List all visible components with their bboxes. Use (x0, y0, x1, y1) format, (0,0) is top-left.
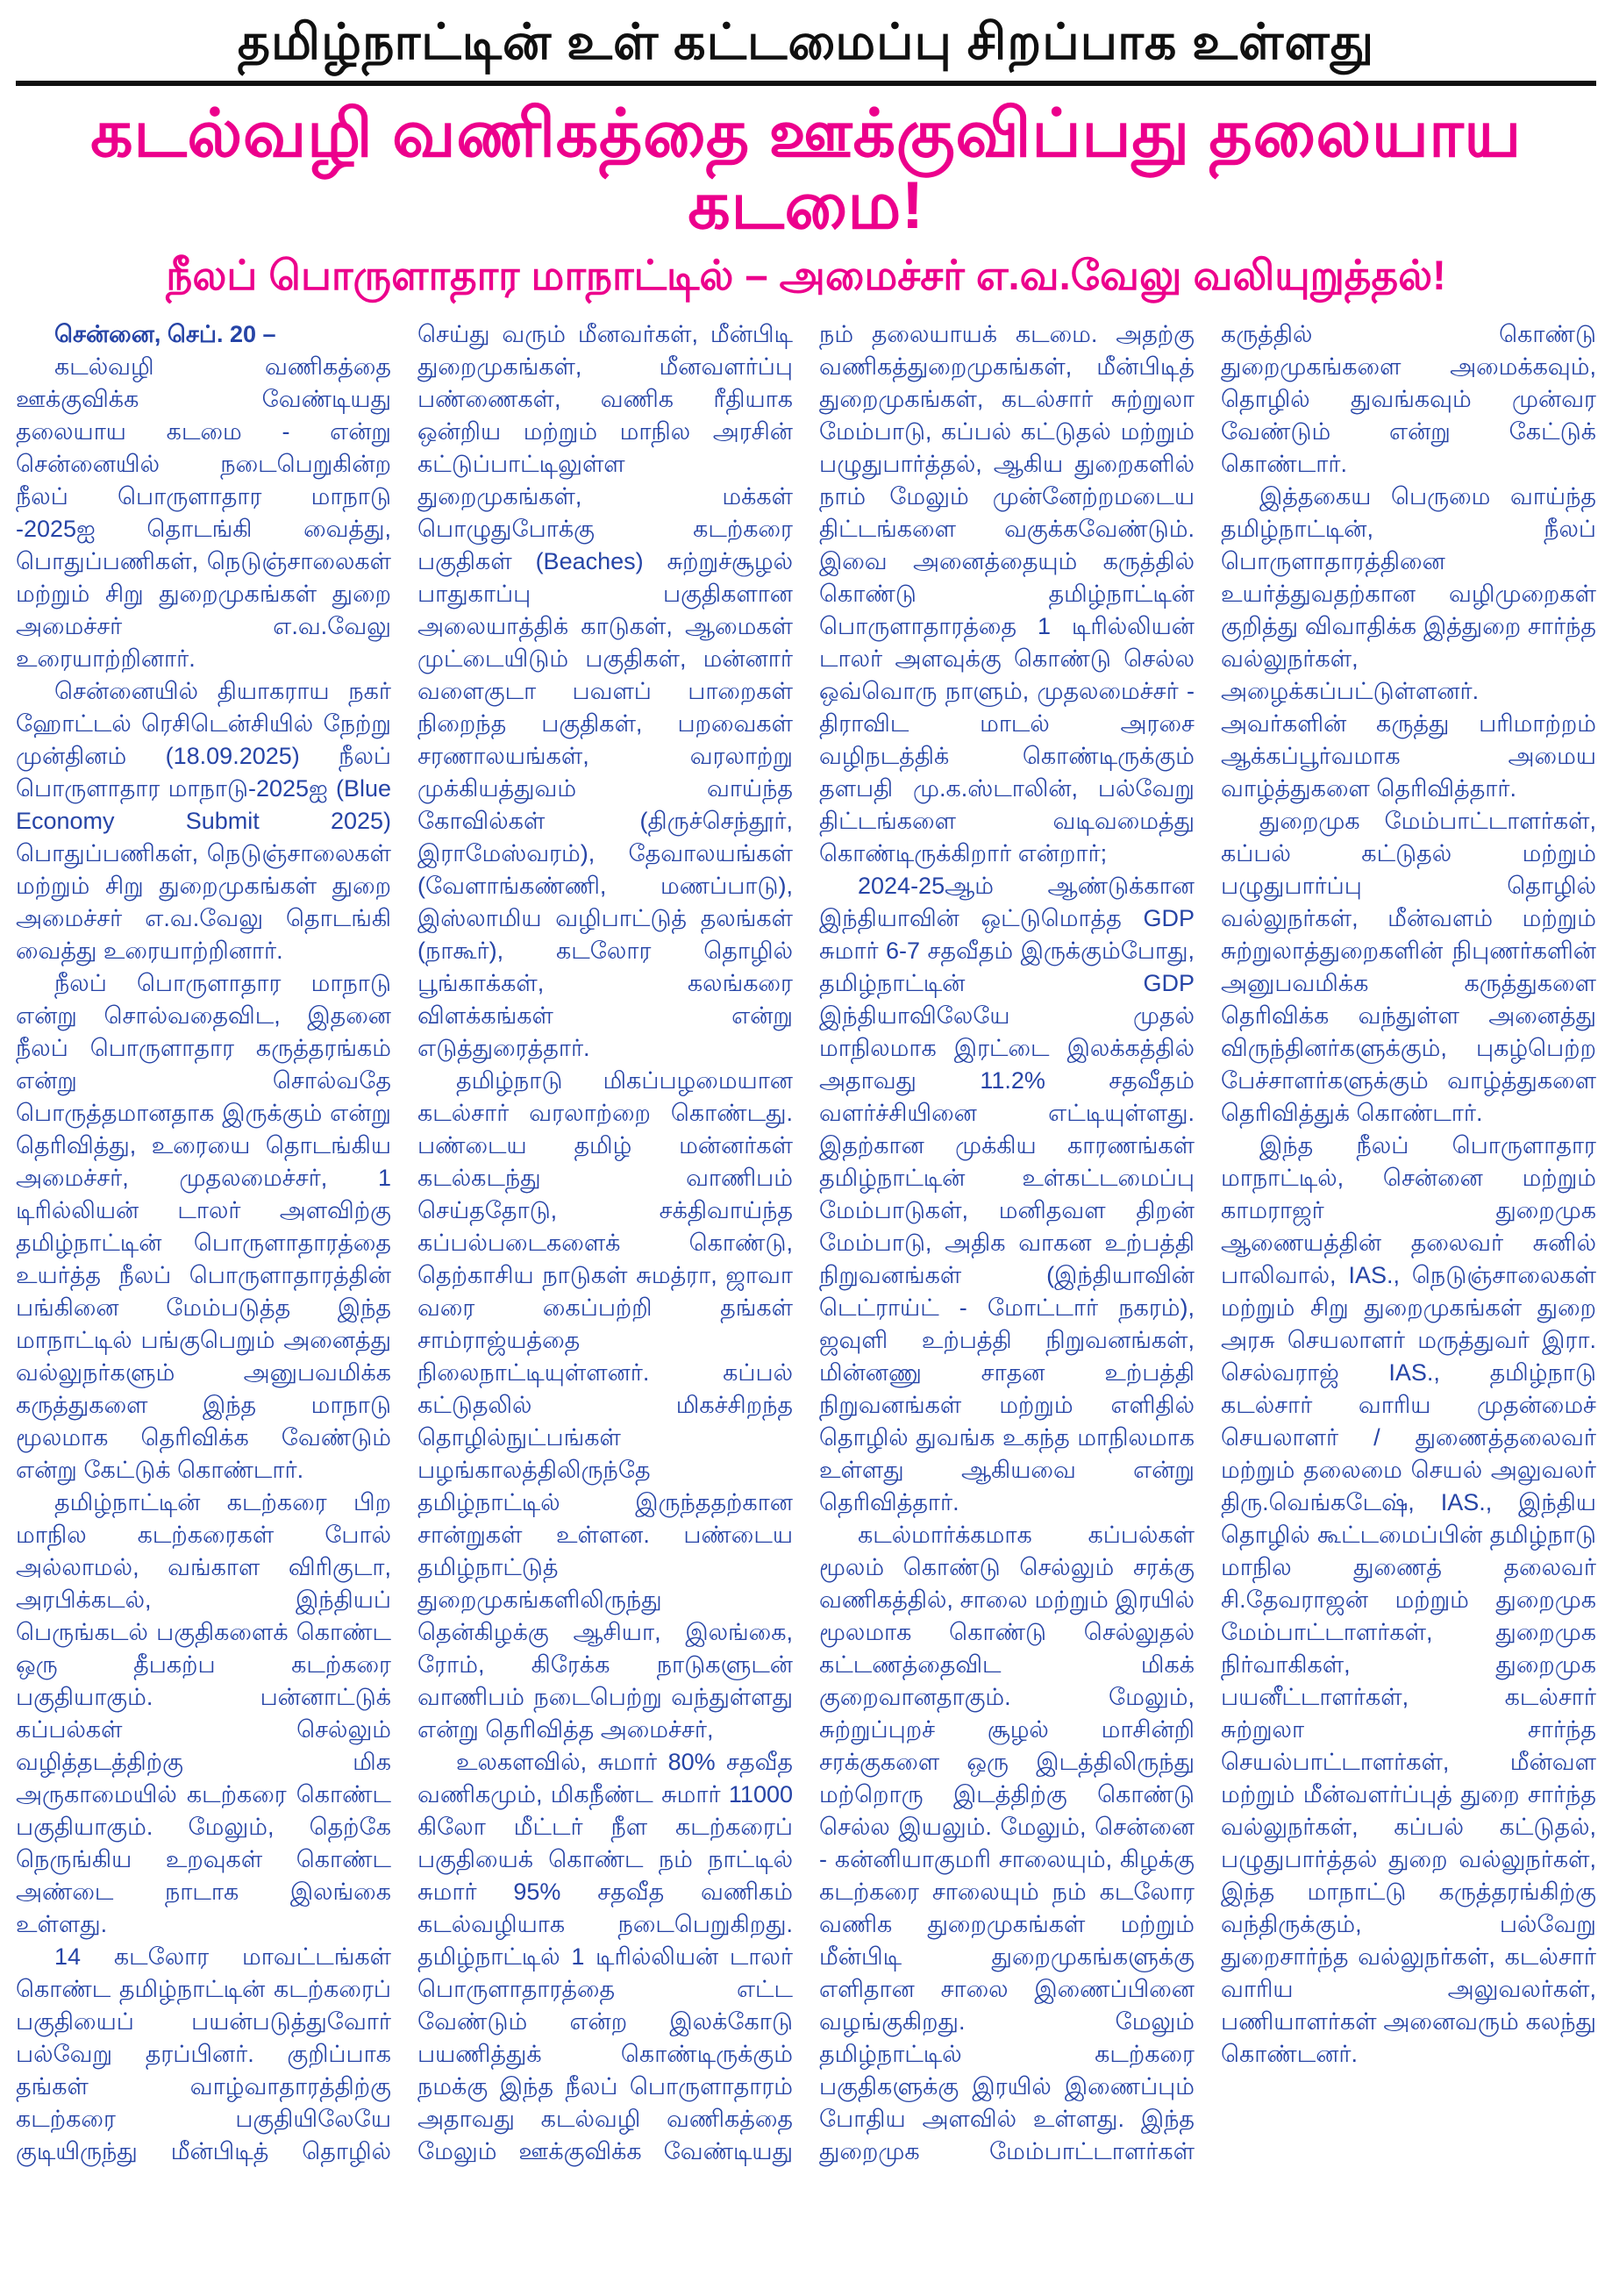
article-paragraph: 2024-25ஆம் ஆண்டுக்கான இந்தியாவின் ஒட்டுமொத்த GDP சுமார் 6-7 சதவீதம் இருக்கும்போது, தமிழ்நாட்டின் GDP இந்தியாவிலேயே முதல் மாநிலமாக இரட்டை இலக்கத்தில் அதாவது 11.2% சதவீதம் வளர்ச்சியினை எட்டியுள்ளது. இதற்கான முக்கிய காரணங்கள் தமிழ்நாட்டின் உள்கட்டமைப்பு மேம்பாடுகள், மனிதவள திறன் மேம்பாடு, அதிக வாகன உற்பத்தி நிறுவனங்கள் (இந்தியாவின் டெட்ராய்ட் - மோட்டார் நகரம்), ஜவுளி உற்பத்தி நிறுவனங்கள், மின்னணு சாதன உற்பத்தி நிறுவனங்கள் மற்றும் எளிதில் தொழில் துவங்க உகந்த மாநிலமாக உள்ளது ஆகியவை என்று தெரிவித்தார். (819, 873, 1195, 1515)
article-body (16, 318, 1596, 2167)
sub-headline: நீலப் பொருளாதார மாநாட்டில் – அமைச்சர் எ.வ.வேலு வலியுறுத்தல்! (166, 251, 1446, 298)
article-paragraph: சென்னையில் தியாகராய நகர் ஹோட்டல் ரெசிடென்சியில் நேற்று முன்தினம் (18.09.2025) நீலப் பொருளாதார மாநாடு-2025ஐ (Blue Economy Submit 2025) பொதுப்பணிகள், நெடுஞ்சாலைகள் மற்றும் சிறு துறைமுகங்கள் துறை அமைச்சர் எ.வ.வேலு தொடங்கி வைத்து உரையாற்றினார். (16, 678, 391, 965)
article-paragraph: இத்தகைய பெருமை வாய்ந்த தமிழ்நாட்டின், நீலப் பொருளாதாரத்தினை உயர்த்துவதற்கான வழிமுறைகள் குறித்து விவாதிக்க இத்துறை சார்ந்த வல்லுநர்கள், அழைக்கப்பட்டுள்ளனர். அவர்களின் கருத்து பரிமாற்றம் ஆக்கப்பூர்வமாக அமைய வாழ்த்துகளை தெரிவித்தார். (1221, 483, 1596, 802)
article-paragraph: தமிழ்நாட்டின் கடற்கரை பிற மாநில கடற்கரைகள் போல் அல்லாமல், வங்காள விரிகுடா, அரபிக்கடல், இந்தியப் பெருங்கடல் பகுதிகளைக் கொண்ட ஒரு தீபகற்ப கடற்கரை பகுதியாகும். பன்னாட்டுக் கப்பல்கள் செல்லும் வழித்தடத்திற்கு மிக அருகாமையில் கடற்கரை கொண்ட பகுதியாகும். மேலும், தெற்கே நெருங்கிய உறவுகள் கொண்ட அண்டை நாடாக இலங்கை உள்ளது. (16, 1488, 391, 1937)
article-paragraph: இந்த நீலப் பொருளாதார மாநாட்டில், சென்னை மற்றும் காமராஜர் துறைமுக ஆணையத்தின் தலைவர் சுனில் பாலிவால், IAS., நெடுஞ்சாலைகள் மற்றும் சிறு துறைமுகங்கள் துறை அரசு செயலாளர் மருத்துவர் இரா. செல்வராஜ் IAS., தமிழ்நாடு கடல்சார் வாரிய முதன்மைச் செயலாளர் / துணைத்தலைவர் மற்றும் தலைமை செயல் அலுவலர் திரு.வெங்கடேஷ், IAS., இந்திய தொழில் கூட்டமைப்பின் தமிழ்நாடு மாநில துணைத் தலைவர் சி.தேவராஜன் மற்றும் துறைமுக மேம்பாட்டாளர்கள், துறைமுக நிர்வாகிகள், துறைமுக பயனீட்டாளர்கள், கடல்சார் சுற்றுலா சார்ந்த செயல்பாட்டாளர்கள், மீன்வள மற்றும் மீன்வளர்ப்புத் துறை சார்ந்த வல்லுநர்கள், கப்பல் கட்டுதல், பழுதுபார்த்தல் துறை வல்லுநர்கள், இந்த மாநாட்டு கருத்தரங்கிற்கு வந்திருக்கும், பல்வேறு துறைசார்ந்த வல்லுநர்கள், கடல்சார் வாரிய அலுவலர்கள், பணியாளர்கள் அனைவரும் கலந்து கொண்டனர். (1221, 1132, 1596, 2067)
article-paragraph: சென்னை, செப். 20 – (54, 321, 276, 348)
headline-divider (16, 81, 1596, 86)
article-paragraph: உலகளவில், சுமார் 80% சதவீத வணிகமும், மிகநீண்ட சுமார் 11000 கிலோ மீட்டர் நீள கடற்கரைப் பகுதியைக் கொண்ட நம் நாட்டில் சுமார் 95% சதவீத வணிகம் கடல்வழியாக நடைபெறுகிறது. தமிழ்நாட்டில் 1 டிரில்லியன் டாலர் பொருளாதாரத்தை எட்ட வேண்டும் என்ற இலக்கோடு பயணித்துக் கொண்டிருக்கும் நமக்கு இந்த நீலப் பொருளாதாரம் அதாவது கடல்வழி வணிகத்தை மேலும் ஊக்குவிக்க வேண்டியது நம் தலையாயக் கடமை. அதற்கு வணிகத்துறைமுகங்கள், மீன்பிடித் துறைமுகங்கள், கடல்சார் சுற்றுலா மேம்பாடு, கப்பல் கட்டுதல் மற்றும் பழுதுபார்த்தல், ஆகிய துறைகளில் நாம் மேலும் முன்னேற்றமடைய திட்டங்களை வகுக்கவேண்டும். இவை அனைத்தையும் கருத்தில் கொண்டு தமிழ்நாட்டின் பொருளாதாரத்தை 1 டிரில்லியன் டாலர் அளவுக்கு கொண்டு செல்ல ஒவ்வொரு நாளும், முதலமைச்சர் - திராவிட மாடல் அரசை வழிநடத்திக் கொண்டிருக்கும் தளபதி மு.க.ஸ்டாலின், பல்வேறு திட்டங்களை வடிவமைத்து கொண்டிருக்கிறார் என்றார்; (417, 321, 1195, 2164)
kicker-headline: தமிழ்நாட்டின் உள் கட்டமைப்பு சிறப்பாக உள்ளது (237, 14, 1375, 70)
article-paragraph: நீலப் பொருளாதார மாநாடு என்று சொல்வதைவிட, இதனை நீலப் பொருளாதார கருத்தரங்கம் என்று சொல்வதே பொருத்தமானதாக இருக்கும் என்று தெரிவித்து, உரையை தொடங்கிய அமைச்சர், முதலமைச்சர், 1 டிரில்லியன் டாலர் அளவிற்கு தமிழ்நாட்டின் பொருளாதாரத்தை உயர்த்த நீலப் பொருளாதாரத்தின் பங்கினை மேம்படுத்த இந்த மாநாட்டில் பங்குபெறும் அனைத்து வல்லுநர்களும் அனுபவமிக்க கருத்துகளை இந்த மாநாடு மூலமாக தெரிவிக்க வேண்டும் என்று கேட்டுக் கொண்டார். (16, 970, 391, 1483)
article-paragraph: கடல்மார்க்கமாக கப்பல்கள் மூலம் கொண்டு செல்லும் சரக்கு வணிகத்தில், சாலை மற்றும் இரயில் மூலமாக கொண்டு செல்லுதல் கட்டணத்தைவிட மிகக் குறைவானதாகும். மேலும், சுற்றுப்புறச் சூழல் மாசின்றி சரக்குகளை ஒரு இடத்திலிருந்து மற்றொரு இடத்திற்கு கொண்டு செல்ல இயலும். மேலும், சென்னை - கன்னியாகுமரி சாலையும், கிழக்கு கடற்கரை சாலையும் நம் கடலோர வணிக துறைமுகங்கள் மற்றும் மீன்பிடி துறைமுகங்களுக்கு எளிதான சாலை இணைப்பினை வழங்குகிறது. மேலும் தமிழ்நாட்டில் கடற்கரை பகுதிகளுக்கு இரயில் இணைப்பும் போதிய அளவில் உள்ளது. இந்த துறைமுக மேம்பாட்டாளர்கள் கருத்தில் கொண்டு துறைமுகங்களை அமைக்கவும், தொழில் துவங்கவும் முன்வர வேண்டும் என்று கேட்டுக் கொண்டார். (819, 321, 1596, 2164)
main-headline: கடல்வழி வணிகத்தை ஊக்குவிப்பது தலையாய கடமை! (90, 96, 1522, 243)
article-paragraph: கடல்வழி வணிகத்தை ஊக்குவிக்க வேண்டியது தலையாய கடமை - என்று சென்னையில் நடைபெறுகின்ற நீலப் பொருளாதார மாநாடு -2025ஐ தொடங்கி வைத்து, பொதுப்பணிகள், நெடுஞ்சாலைகள் மற்றும் சிறு துறைமுகங்கள் துறை அமைச்சர் எ.வ.வேலு உரையாற்றினார். (16, 353, 391, 673)
article-paragraph: தமிழ்நாடு மிகப்பழமையான கடல்சார் வரலாற்றை கொண்டது. பண்டைய தமிழ் மன்னர்கள் கடல்கடந்து வாணிபம் செய்ததோடு, சக்திவாய்ந்த கப்பல்படைகளைக் கொண்டு, தெற்காசிய நாடுகள் சுமத்ரா, ஜாவா வரை கைப்பற்றி தங்கள் சாம்ராஜ்யத்தை நிலைநாட்டியுள்ளனர். கப்பல் கட்டுதலில் மிகச்சிறந்த தொழில்நுட்பங்கள் பழங்காலத்திலிருந்தே தமிழ்நாட்டில் இருந்ததற்கான சான்றுகள் உள்ளன. பண்டைய தமிழ்நாட்டுத் துறைமுகங்களிலிருந்து தென்கிழக்கு ஆசியா, இலங்கை, ரோம், கிரேக்க நாடுகளுடன் வாணிபம் நடைபெற்று வந்துள்ளது என்று தெரிவித்த அமைச்சர், (417, 1067, 793, 1743)
article-paragraph: துறைமுக மேம்பாட்டாளர்கள், கப்பல் கட்டுதல் மற்றும் பழுதுபார்ப்பு தொழில் வல்லுநர்கள், மீன்வளம் மற்றும் சுற்றுலாத்துறைகளின் நிபுணர்களின் அனுபவமிக்க கருத்துகளை தெரிவிக்க வந்துள்ள அனைத்து விருந்தினர்களுக்கும், புகழ்பெற்ற பேச்சாளர்களுக்கும் வாழ்த்துகளை தெரிவித்துக் கொண்டார். (1221, 808, 1596, 1127)
article-paragraph: 14 கடலோர மாவட்டங்கள் கொண்ட தமிழ்நாட்டின் கடற்கரைப் பகுதியைப் பயன்படுத்துவோர் பல்வேறு தரப்பினர். குறிப்பாக தங்கள் வாழ்வாதாரத்திற்கு கடற்கரை பகுதியிலேயே குடியிருந்து மீன்பிடித் தொழில் செய்து வரும் மீனவர்கள், மீன்பிடி துறைமுகங்கள், மீனவளர்ப்பு பண்ணைகள், வணிக ரீதியாக ஒன்றிய மற்றும் மாநில அரசின் கட்டுப்பாட்டிலுள்ள துறைமுகங்கள், மக்கள் பொழுதுபோக்கு கடற்கரை பகுதிகள் (Beaches) சுற்றுச்சூழல் பாதுகாப்பு பகுதிகளான அலையாத்திக் காடுகள், ஆமைகள் முட்டையிடும் பகுதிகள், மன்னார் வளைகுடா பவளப் பாறைகள் நிறைந்த பகுதிகள், பறவைகள் சரணாலயங்கள், வரலாற்று முக்கியத்துவம் வாய்ந்த கோவில்கள் (திருச்செந்தூர், இராமேஸ்வரம்), தேவாலயங்கள் (வேளாங்கண்ணி, மணப்பாடு), இஸ்லாமிய வழிபாட்டுத் தலங்கள் (நாகூர்), கடலோர தொழில் பூங்காக்கள், கலங்கரை விளக்கங்கள் என்று எடுத்துரைத்தார். (16, 321, 793, 2164)
article-header (16, 12, 1596, 310)
